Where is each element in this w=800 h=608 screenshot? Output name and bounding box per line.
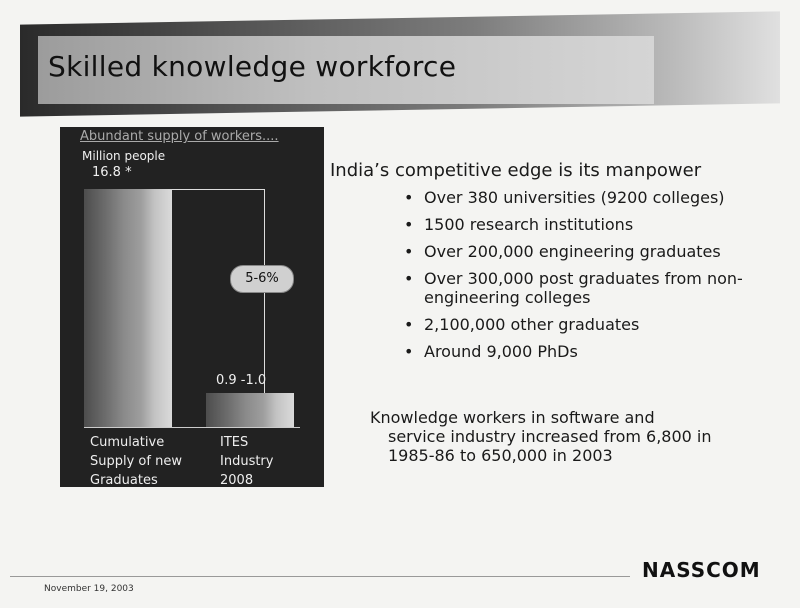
x-label-cumulative xyxy=(90,433,200,487)
bar-cumulative-graduates xyxy=(84,189,172,427)
bullet-item: • 2,100,000 other graduates xyxy=(404,315,744,334)
summary-paragraph xyxy=(370,408,750,465)
x-label-line: Graduates xyxy=(90,473,158,487)
bar-ites-industry xyxy=(206,393,294,427)
bullet-item: • 1500 research institutions xyxy=(404,215,744,234)
x-label-line: 2008 xyxy=(220,473,254,487)
chart-title: Abundant supply of workers.... xyxy=(80,129,279,144)
page-title: Skilled knowledge workforce xyxy=(48,50,457,83)
summary-line-1: Knowledge workers in software and xyxy=(370,408,655,427)
x-label-line: Cumulative xyxy=(90,435,165,450)
bullet-list xyxy=(404,188,744,369)
bar-value-label-2: 0.9 -1.0 xyxy=(216,373,267,388)
bullet-item: • Over 300,000 post graduates from non-engineering colleges xyxy=(404,269,744,307)
bullet-item: • Around 9,000 PhDs xyxy=(404,342,744,361)
footer-date: November 19, 2003 xyxy=(44,584,134,594)
x-label-line: Supply of new xyxy=(90,454,182,469)
chart-baseline xyxy=(84,427,300,428)
x-label-line: Industry xyxy=(220,454,274,469)
chart-unit-label: Million people xyxy=(82,149,166,163)
bracket-line-top xyxy=(172,189,264,190)
bullet-item: • Over 200,000 engineering graduates xyxy=(404,242,744,261)
percentage-badge: 5-6% xyxy=(230,265,294,293)
summary-line-2: service industry increased from 6,800 in 1985-86 to 650,000 in 2003 xyxy=(388,427,712,465)
footer-divider xyxy=(10,576,630,577)
bar-value-label-1: 16.8 * xyxy=(92,165,132,180)
bullet-item: • Over 380 universities (9200 colleges) xyxy=(404,188,744,207)
x-label-line: ITES xyxy=(220,435,249,450)
content-heading: India’s competitive edge is its manpower xyxy=(330,160,702,181)
x-label-ites xyxy=(220,433,300,487)
chart-panel xyxy=(60,127,324,487)
nasscom-logo: NASSCOM xyxy=(642,558,761,582)
